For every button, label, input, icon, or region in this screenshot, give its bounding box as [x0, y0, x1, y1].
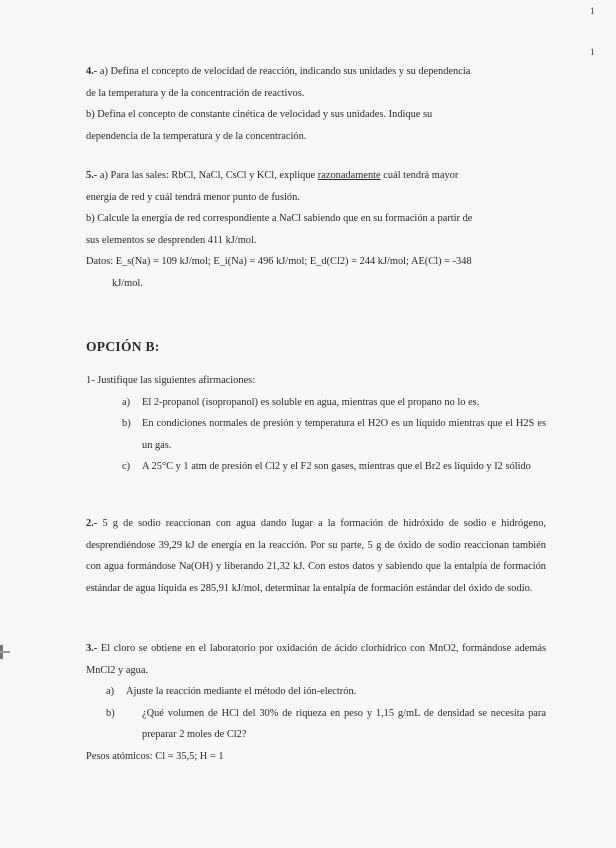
b1-intro [86, 370, 546, 392]
b3-intro [86, 638, 546, 681]
question-4 [86, 61, 546, 147]
q5-a-line2: energía de red y cuál tendrá menor punto de fusión. [86, 191, 300, 203]
b1-item-b-text: En condiciones normales de presión y temperatura el H2O es un líquido mientras que el H2S es un gas. [142, 418, 546, 451]
q5-a-underlined: razonadamente [317, 170, 381, 181]
q4-a-line2: de la temperatura y de la concentración de reactivos. [86, 87, 305, 99]
q4-number: 4.- [86, 66, 98, 77]
q4-b-line1: b) Defina el concepto de constante cinética de velocidad y sus unidades. Indique su [86, 109, 433, 120]
q5-a-post: cuál tendrá mayor [383, 170, 459, 181]
q5-number: 5.- [86, 170, 98, 181]
q5-datos-line2: kJ/mol. [112, 277, 143, 289]
corner-mark-2: 1 [590, 47, 595, 57]
b1-item-a-text: El 2-propanol (isopropanol) es soluble en agua, mientras que el propano no lo es. [142, 396, 480, 408]
corner-mark-1: 1 [590, 6, 595, 16]
b1-item-b [86, 413, 546, 456]
b1-number: 1- [86, 375, 95, 386]
question-5 [86, 165, 546, 294]
question-b1 [86, 370, 546, 478]
question-b3 [86, 638, 546, 767]
b3-item-b-label: b) [106, 707, 115, 719]
b2-paragraph [86, 513, 546, 599]
question-b2 [86, 513, 546, 599]
b1-item-a [86, 392, 546, 414]
b1-item-a-label: a) [122, 396, 131, 408]
b1-intro-text: Justifique las siguientes afirmaciones: [97, 375, 256, 386]
b1-item-c-label: c) [122, 461, 131, 472]
scan-edge-tick [0, 651, 10, 653]
b3-item-b-text: ¿Qué volumen de HCl del 30% de riqueza en peso y 1,15 g/mL de densidad se necesita para preparar 2 moles de Cl2? [142, 707, 546, 740]
b3-list [86, 681, 546, 746]
b1-item-c [86, 456, 546, 478]
b1-list [86, 392, 546, 478]
b3-item-a-text: Ajuste la reacción mediante el método del ión-electrón. [126, 686, 357, 697]
b3-number: 3.- [86, 643, 98, 654]
option-b-heading: OPCIÓN B: [86, 339, 160, 354]
b2-text: 5 g de sodio reaccionan con agua dando lugar a la formación de hidróxido de sodio e hidrógeno, desprendiéndose 39,29 kJ de energía en la reacción. Por su parte, 5 g de óxido de sodio reaccionan también con agua formándose Na(OH) y liberando 21,32 kJ. Con estos datos y sabiendo que la entalpía de formación estándar de agua líquida es 285,91 kJ/mol, determinar la entalpía de formación estándar del óxido de sodio. [86, 518, 546, 594]
b3-item-a [86, 681, 546, 703]
q5-b-line2: sus elementos se desprenden 411 kJ/mol. [86, 234, 257, 246]
q4-a-line1 [86, 61, 546, 83]
b1-item-c-text: A 25°C y 1 atm de presión el Cl2 y el F2 son gases, mientras que el Br2 es líquido y I2 sólido [142, 461, 531, 472]
q5-a-line1 [86, 165, 546, 187]
q4-a-text: a) Defina el concepto de velocidad de reacción, indicando sus unidades y su dependencia [99, 66, 471, 77]
q5-b-line1: b) Calcule la energía de red correspondiente a NaCl sabiendo que en su formación a partir de [86, 213, 473, 224]
q4-b-line2: dependencia de la temperatura y de la concentración. [86, 130, 307, 142]
b3-item-b [86, 703, 546, 746]
b3-pesos: Pesos atómicos: Cl = 35,5; H = 1 [86, 750, 224, 762]
b1-item-b-label: b) [122, 418, 131, 429]
q5-a-pre: a) Para las sales: RbCl, NaCl, CsCl y KCl, explique [99, 170, 316, 181]
b3-intro-text: El cloro se obtiene en el laboratorio por oxidación de ácido clorhídrico con MnO2, formándose además MnCl2 y agua. [86, 643, 546, 676]
b3-item-a-label: a) [106, 686, 115, 697]
q5-datos-line1: Datos: E_s(Na) = 109 kJ/mol; E_i(Na) = 496 kJ/mol; E_d(Cl2) = 244 kJ/mol; AE(Cl) = -348 [86, 256, 472, 267]
b2-number: 2.- [86, 518, 98, 529]
